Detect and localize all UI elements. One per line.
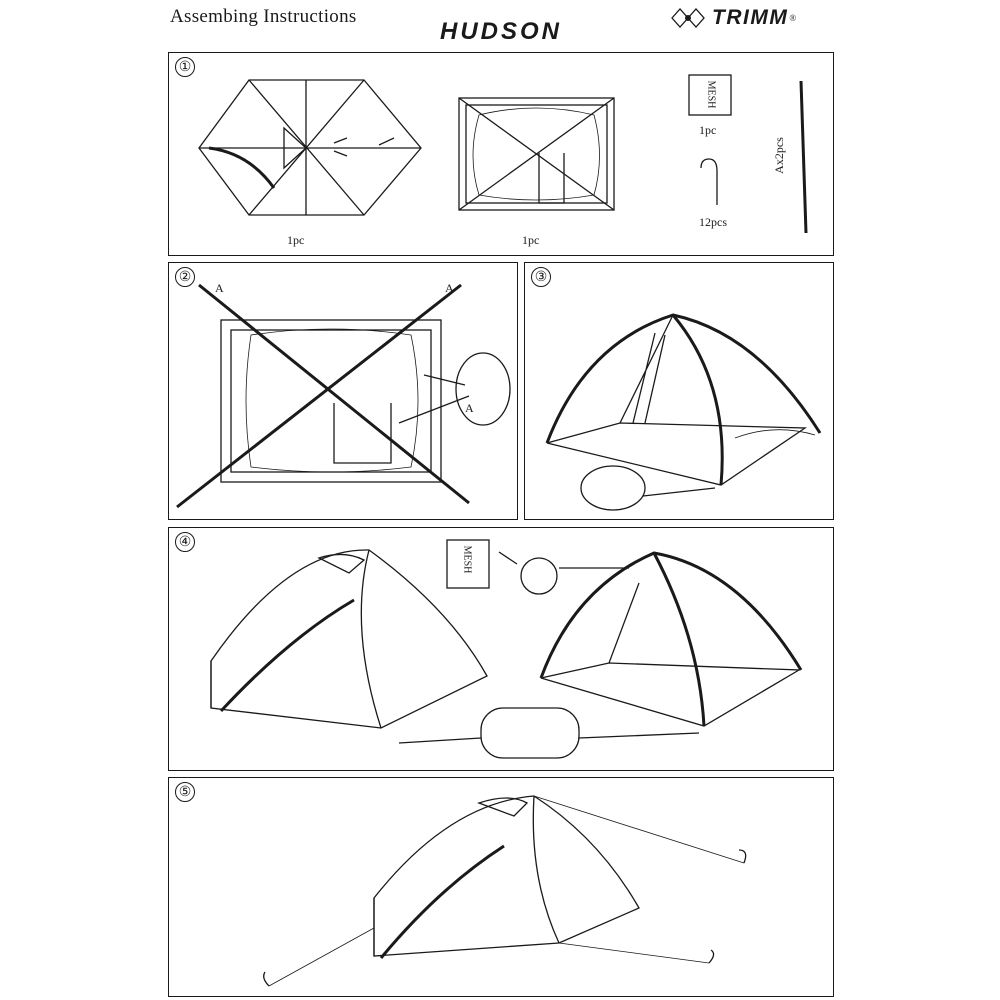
step-3-raised-inner-tent-drawing (525, 263, 835, 521)
model-name: HUDSON (440, 18, 563, 45)
poles-quantity: Ax2pcs (771, 137, 786, 174)
mesh-quantity: 1pc (699, 123, 717, 137)
trimm-logo-icon (668, 3, 708, 33)
step-5-guy-lines-drawing (169, 778, 835, 998)
step-4-panel (168, 527, 834, 771)
flysheet-quantity: 1pc (287, 233, 305, 247)
step-1-panel (168, 52, 834, 256)
step-2-pole-insertion-drawing (169, 263, 519, 521)
inner-tent-quantity: 1pc (522, 233, 540, 247)
brand-registered-mark: ® (789, 13, 797, 23)
pole-a-right-label: A (445, 281, 454, 295)
step-2-panel (168, 262, 518, 520)
brand-logo (668, 3, 796, 33)
step-1-components-drawing (169, 53, 835, 257)
detail-a-label: A (465, 401, 474, 415)
mesh-label-step-4: MESH (461, 545, 473, 574)
pegs-quantity: 12pcs (699, 215, 727, 229)
inner-tent-with-mesh-drawing (541, 553, 801, 726)
step-4-number: ④ (175, 532, 195, 552)
pole-drawing (801, 81, 806, 233)
brand-name: TRIMM (712, 6, 789, 29)
step-2-number: ② (175, 267, 195, 287)
step-5-panel (168, 777, 834, 997)
flysheet-over-tent-drawing (211, 550, 487, 728)
document-title: Assembing Instructions (170, 6, 357, 27)
step-4-flysheet-drawing (169, 528, 835, 772)
step-3-panel (524, 262, 834, 520)
flysheet-drawing (199, 80, 421, 215)
pole-a-left-label: A (215, 281, 224, 295)
step-5-number: ⑤ (175, 782, 195, 802)
inner-tent-drawing (459, 98, 614, 210)
step-1-number: ① (175, 57, 195, 77)
peg-drawing (701, 159, 717, 205)
step-3-number: ③ (531, 267, 551, 287)
mesh-label: MESH (705, 80, 717, 109)
